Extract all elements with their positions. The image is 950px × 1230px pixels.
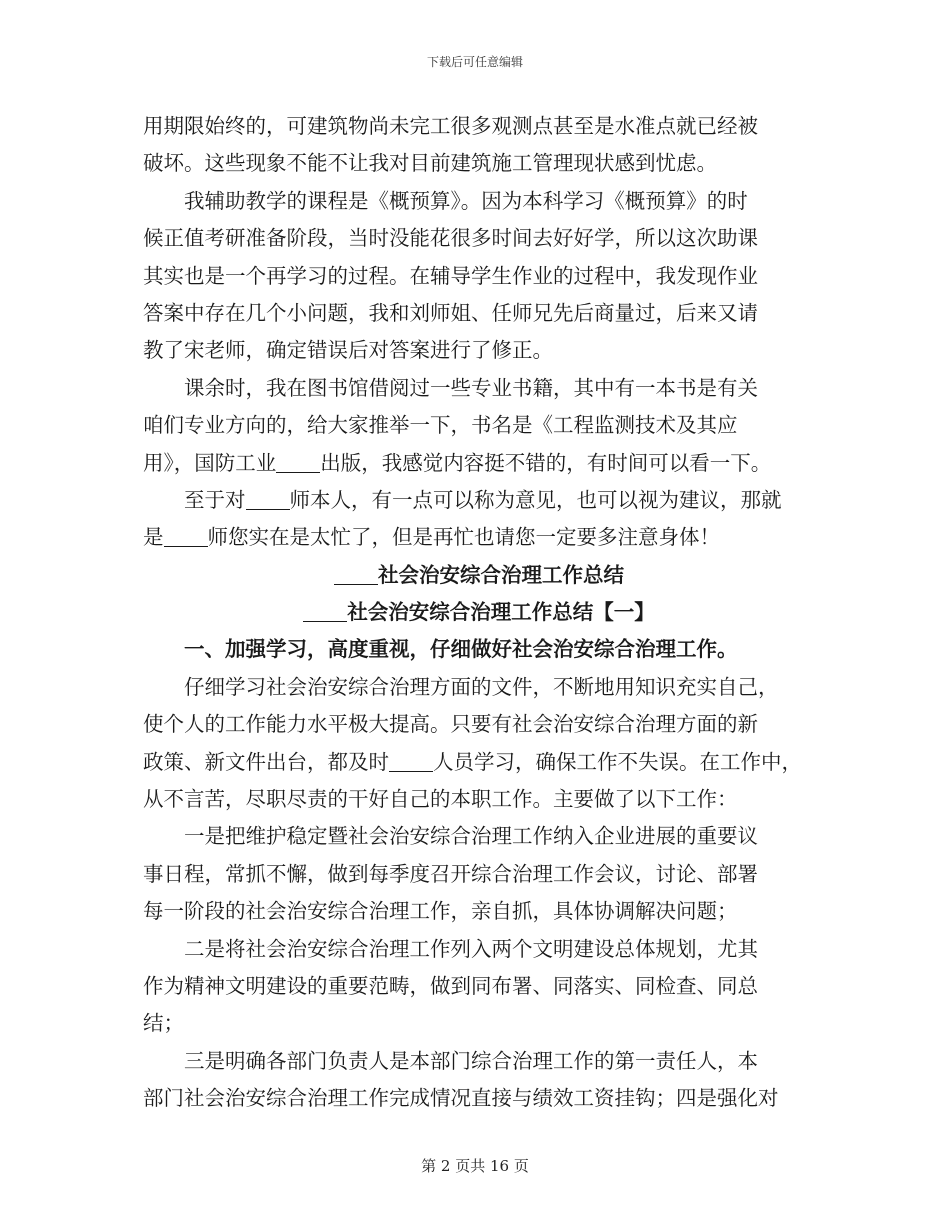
text-segment: 用期限始终的，可建筑物尚未完工很多观测点甚至是水准点就已经被	[143, 114, 758, 138]
fill-in-blank	[276, 452, 320, 473]
text-line	[143, 332, 815, 369]
text-line	[143, 407, 815, 444]
text-line	[143, 482, 815, 519]
text-line	[143, 1043, 815, 1080]
fill-in-blank	[303, 601, 347, 622]
text-line	[143, 931, 815, 968]
text-segment: 课余时，我在图书馆借阅过一些专业书籍，其中有一本书是有关	[184, 375, 758, 400]
fill-in-blank	[334, 564, 378, 585]
text-segment: 每一阶段的社会治安综合治理工作，亲自抓，具体协调解决问题；	[143, 899, 738, 924]
text-segment: 事日程，常抓不懈，做到每季度召开综合治理工作会议，讨论、部署	[143, 861, 758, 886]
text-line	[143, 445, 815, 482]
text-segment: 社会治安综合治理工作总结	[378, 562, 624, 587]
text-segment: 是	[143, 525, 164, 550]
text-line	[143, 856, 815, 893]
text-segment: 出版，我感觉内容挺不错的，有时间可以看一下。	[320, 450, 772, 475]
document-body	[143, 108, 815, 1118]
text-line	[143, 1005, 815, 1042]
text-line	[143, 145, 815, 182]
section-heading	[143, 594, 815, 631]
text-line	[143, 744, 815, 781]
text-line	[143, 183, 815, 220]
text-line	[143, 519, 815, 556]
text-segment: 仔细学习社会治安综合治理方面的文件，不断地用知识充实自己，	[184, 674, 779, 699]
text-line	[143, 108, 815, 145]
text-line	[143, 669, 815, 706]
section-heading	[143, 557, 815, 594]
text-segment: 用》，国防工业	[143, 450, 277, 475]
text-segment: 破坏。这些现象不能不让我对目前建筑施工管理现状感到忧虑。	[143, 151, 717, 176]
text-line	[143, 893, 815, 930]
text-segment: 师您实在是太忙了，但是再忙也请您一定要多注意身体！	[207, 525, 720, 550]
text-segment: 候正值考研准备阶段，当时没能花很多时间去好好学，所以这次助课	[143, 226, 758, 251]
text-segment: 教了宋老师，确定错误后对答案进行了修正。	[143, 338, 553, 363]
text-segment: 我辅助教学的课程是《概预算》。因为本科学习《概预算》的时	[184, 188, 748, 213]
text-segment: 咱们专业方向的，给大家推举一下，书名是《工程监测技术及其应	[143, 413, 738, 438]
text-line	[143, 220, 815, 257]
text-segment: 政策、新文件出台，都及时	[143, 749, 389, 774]
text-segment: 部门社会治安综合治理工作完成情况直接与绩效工资挂钩；四是强化对	[143, 1086, 779, 1111]
text-segment: 一、加强学习，高度重视，仔细做好社会治安综合治理工作。	[184, 637, 738, 662]
text-segment: 使个人的工作能力水平极大提高。只要有社会治安综合治理方面的新	[143, 712, 758, 737]
text-segment: 人员学习，确保工作不失误。在工作中，	[433, 749, 802, 774]
header-note: 下载后可任意编辑	[426, 55, 523, 69]
text-segment: 三是明确各部门负责人是本部门综合治理工作的第一责任人，本	[184, 1048, 758, 1073]
fill-in-blank	[389, 751, 433, 772]
page-number: 第 2 页共 16 页	[421, 1157, 529, 1175]
text-line	[143, 781, 815, 818]
text-segment: 作为精神文明建设的重要范畴，做到同布署、同落实、同检查、同总	[143, 973, 758, 998]
text-segment: 至于对	[184, 487, 246, 512]
text-line	[143, 258, 815, 295]
text-segment: 一是把维护稳定暨社会治安综合治理工作纳入企业进展的重要议	[184, 824, 758, 849]
text-line	[143, 295, 815, 332]
text-segment: 答案中存在几个小问题，我和刘师姐、任师兄先后商量过，后来又请	[143, 300, 758, 325]
text-segment: 二是将社会治安综合治理工作列入两个文明建设总体规划，尤其	[184, 936, 758, 961]
text-line	[143, 1080, 815, 1117]
text-segment: 其实也是一个再学习的过程。在辅导学生作业的过程中，我发现作业	[143, 263, 758, 288]
text-segment: 社会治安综合治理工作总结【一】	[347, 600, 655, 625]
text-segment: 结；	[143, 1011, 184, 1036]
text-segment: 师本人，有一点可以称为意见，也可以视为建议，那就	[289, 487, 782, 512]
text-line	[143, 370, 815, 407]
text-line	[143, 968, 815, 1005]
fill-in-blank	[164, 526, 208, 547]
fill-in-blank	[246, 489, 290, 510]
text-line	[143, 631, 815, 668]
text-line	[143, 706, 815, 743]
text-line	[143, 818, 815, 855]
text-segment: 从不言苦，尽职尽责的干好自己的本职工作。主要做了以下工作：	[143, 787, 738, 812]
